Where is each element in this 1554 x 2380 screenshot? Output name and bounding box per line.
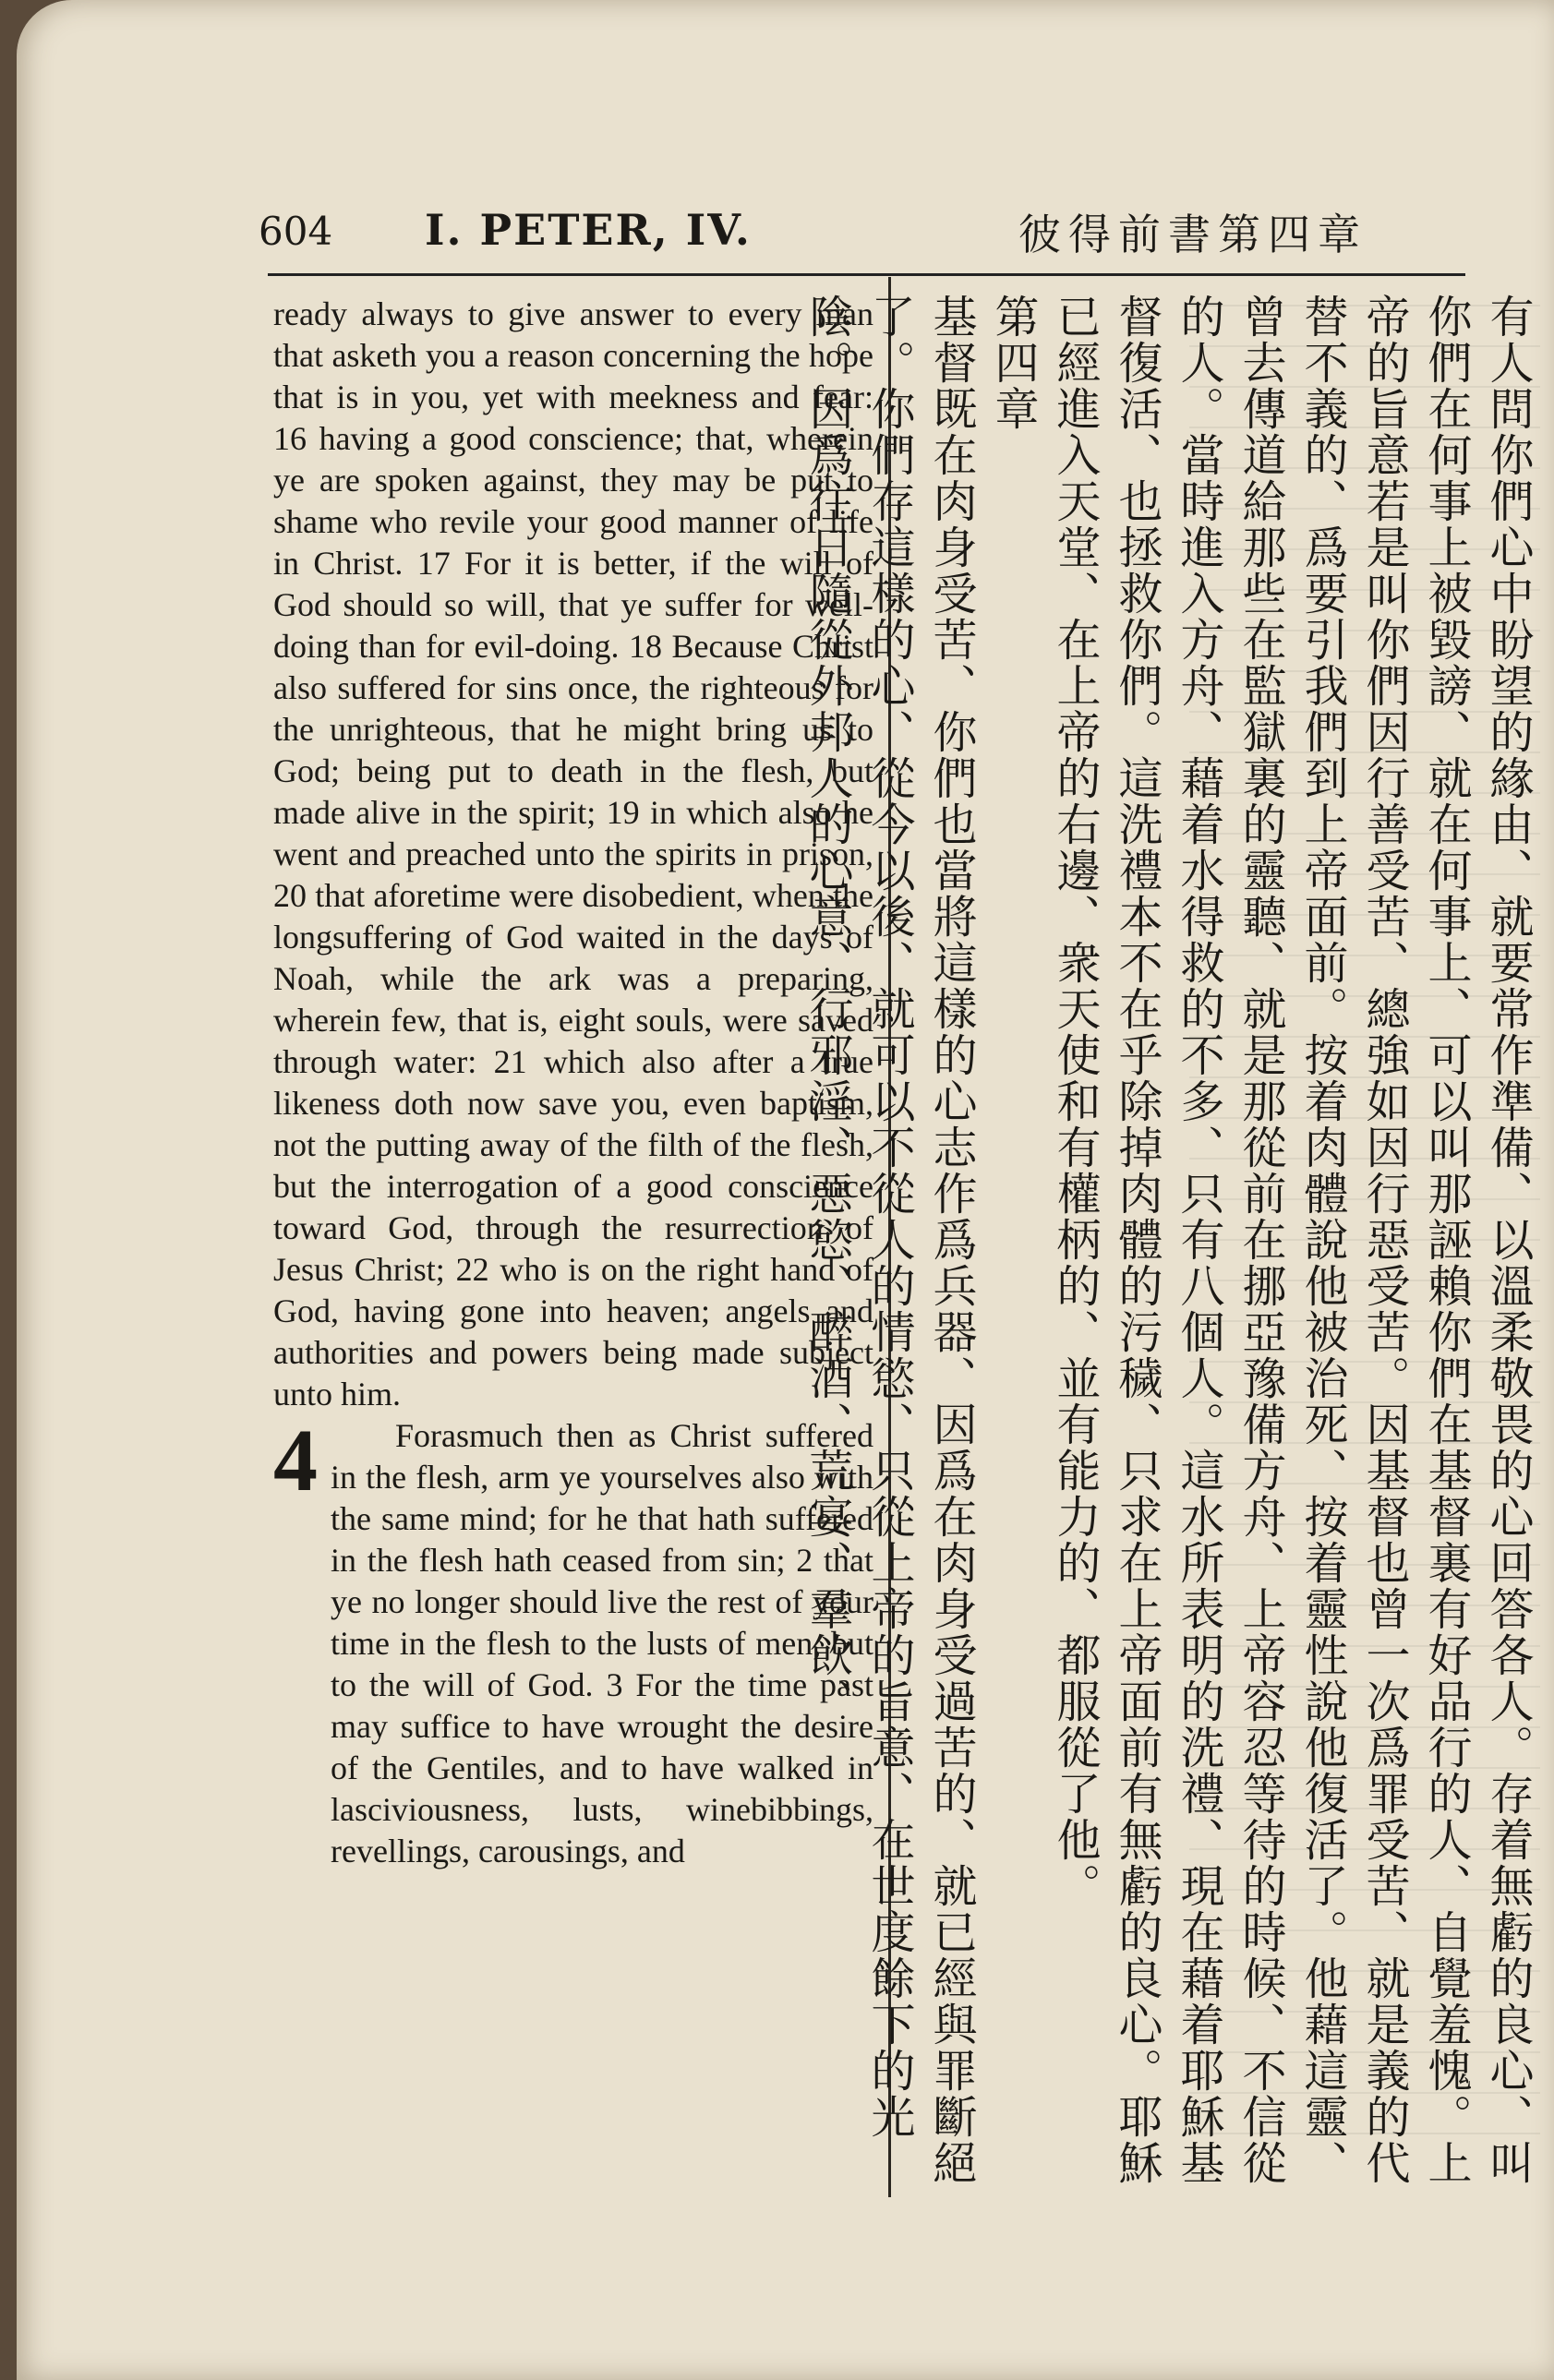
english-paragraph-1: ready always to give answer to every man that asketh you a reason concerning the hope that is in you, yet with meekness and fear: 16 having a good conscience; that, wherein ye are spoken against, they may be put to shame who revile your good manner of life in Christ. 17 For it is better, if the will of God should so will, that ye suffer for well-doing than for evil-doing. 18 Because Christ also suffered for sins once, the righteous for the unrighteous, that he might bring us to God; being put to death in the flesh, but made alive in the spirit; 19 in which also he went and preached unto the spirits in prison, 20 that aforetime were disobedient, when the longsuffering of God waited in the days of Noah, while the ark was a preparing, wherein few, that is, eight souls, were saved through water: 21 which also after a true likeness doth now save you, even baptism, not the putting away of the filth of the flesh, but the interrogation of a good conscience toward God, through the resurrection of Jesus Christ; 22 who is on the right hand of God, having gone into heaven; angels and authorities and powers being made subject unto him.: [273, 295, 873, 1412]
chinese-chapter-heading: 第四章: [987, 294, 1039, 432]
chinese-running-title: 彼得前書第四章: [1018, 210, 1367, 259]
header-rule: [268, 273, 1465, 276]
chinese-paragraph-2: 基督既在肉身受苦、你們也當將這樣的心志作爲兵器、因爲在肉身受過苦的、就已經與罪斷絕了。你們存這樣的心、從今以後、就可以不從人的情慾、只從上帝的旨意、在世度餘下的光陰。因爲往日隨從外邦人的心意、行邪淫、惡慾、醉酒、荒宴、羣飲、: [801, 294, 977, 2186]
page-header: [259, 201, 1471, 266]
english-paragraph-2: Forasmuch then as Christ suffered in the flesh, arm ye yourselves also with the same mind; for he that hath suffered in the flesh hath ceased from sin; 2 that ye no longer should live the rest of your time in the flesh to the lusts of men, but to the will of God. 3 For the time past may suffice to have wrought the desire of the Gentiles, and to have walked in lasciviousness, lusts, winebibbings, revellings, carousings, and: [331, 1417, 873, 1869]
english-column: [273, 294, 873, 1872]
running-title: I. PETER, IV.: [425, 205, 752, 255]
book-page: [17, 0, 1554, 2380]
chinese-paragraph-1: 有人問你們心中盼望的緣由、就要常作準備、以溫柔敬畏的心回答各人。存着無虧的良心、叫你們在何事上被毀謗、就在何事上、可以叫那誣賴你們在基督裏有好品行的人、自覺羞愧。上帝的旨意若是叫你們因行善受苦、總強如因行惡受苦。因基督也曾一次爲罪受苦、就是義的代替不義的、爲要引我們到上帝面前。按着肉體說他被治死、按着靈性說他復活了。他藉這靈、曾去傳道給那些在監獄裏的靈聽、就是那從前在挪亞豫備方舟、上帝容忍等待的時候、不信從的人。當時進入方舟、藉着水得救的不多、只有八個人。這水所表明的洗禮、現在藉着耶穌基督復活、也拯救你們。這洗禮本不在乎除掉肉體的污穢、只求在上帝面前有無虧的良心。耶穌已經進入天堂、在上帝的右邊、衆天使和有權柄的、並有能力的、都服從了他。: [1049, 294, 1534, 2186]
english-chapter-4: [273, 1411, 873, 1872]
page-number: 604: [259, 209, 333, 254]
chapter-number: 4: [273, 1411, 318, 1509]
chinese-column: [801, 294, 1538, 2205]
